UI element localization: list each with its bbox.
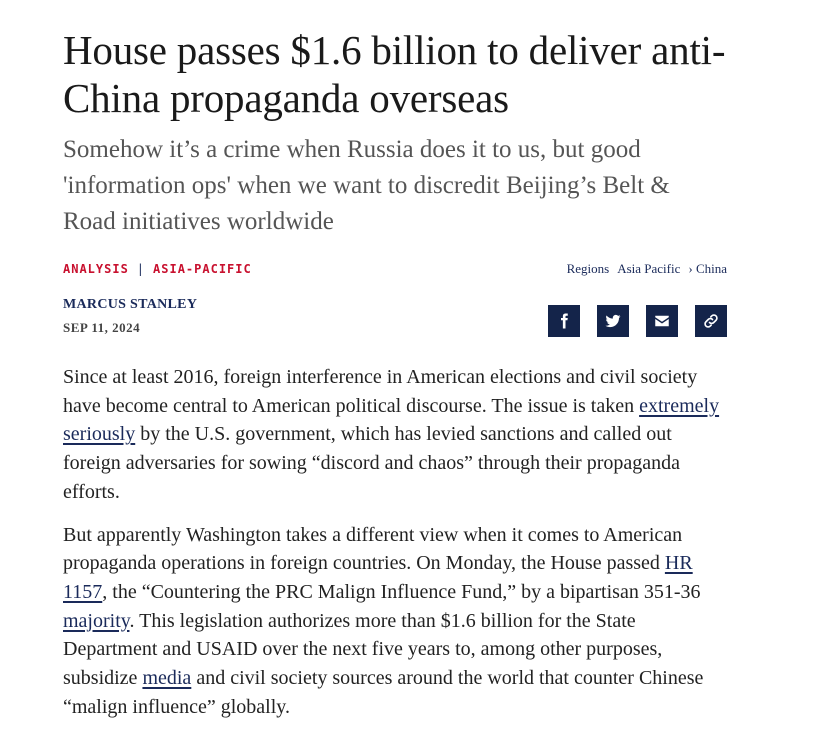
p2-text-1: But apparently Washington takes a different view when it comes to American propaganda operations in foreign countries. On Monday, the House passed — [63, 523, 683, 575]
p1-text-2: by the U.S. government, which has levied sanctions and called out foreign adversaries for sowing “discord and chaos” through their propaganda efforts. — [63, 423, 681, 503]
tag-analysis[interactable]: ANALYSIS — [63, 262, 129, 276]
paragraph-1 — [63, 363, 727, 507]
p2-text-3: . This legislation authorizes more than $1.6 billion for the State Department and USAID over the next five years to, among other purposes, subsidize — [63, 609, 663, 690]
p1-text-1: Since at least 2016, foreign interference in American elections and civil society have become central to American political discourse. The issue is taken — [63, 366, 698, 417]
paragraph-2 — [63, 521, 727, 722]
p2-text-2: , the “Countering the PRC Malign Influence Fund,” by a bipartisan 351-36 — [102, 580, 701, 603]
publish-date: SEP 11, 2024 — [63, 320, 141, 335]
link-extremely-seriously[interactable]: extremely seriously — [63, 394, 720, 446]
tag-asia-pacific[interactable]: ASIA-PACIFIC — [153, 262, 252, 276]
article — [63, 26, 727, 735]
share-link-button[interactable] — [695, 305, 727, 337]
link-hr-1157[interactable]: HR 1157 — [63, 552, 693, 603]
meta-row — [63, 259, 727, 279]
link-media[interactable]: media — [142, 667, 192, 690]
breadcrumb-china[interactable]: › China — [688, 261, 727, 276]
twitter-icon — [604, 312, 622, 330]
author-name[interactable]: MARCUS STANLEY — [63, 297, 198, 312]
share-buttons — [548, 305, 727, 337]
share-email-button[interactable] — [646, 305, 678, 337]
email-icon — [653, 312, 671, 330]
p2-text-4: and civil society sources around the world that counter Chinese “malign influence” globally. — [63, 667, 704, 718]
headline: House passes $1.6 billion to deliver anti-China propaganda overseas — [63, 27, 726, 121]
facebook-icon — [555, 312, 573, 330]
breadcrumb-asia-pacific[interactable]: Asia Pacific — [617, 261, 681, 276]
share-twitter-button[interactable] — [597, 305, 629, 337]
subheadline: Somehow it’s a crime when Russia does it to us, but good 'information ops' when we want to discredit Beijing’s Belt & Road initiatives worldwide — [63, 136, 670, 235]
link-majority[interactable]: majority — [63, 609, 130, 632]
article-body — [63, 363, 727, 721]
breadcrumb-regions[interactable]: Regions — [566, 261, 610, 276]
tag-separator: | — [136, 262, 146, 276]
link-icon — [702, 312, 720, 330]
category-tags — [63, 262, 252, 276]
byline-row — [63, 296, 727, 336]
byline — [63, 296, 197, 336]
breadcrumb — [567, 261, 727, 277]
share-facebook-button[interactable] — [548, 305, 580, 337]
